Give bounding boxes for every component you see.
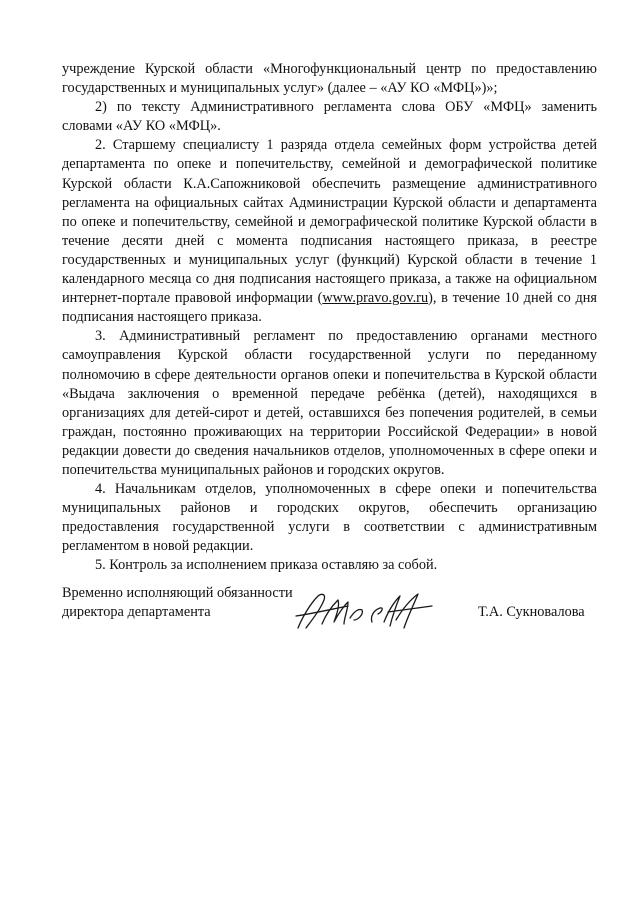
paragraph-1-2: 2) по тексту Административного регламента слова ОБУ «МФЦ» заменить словами «АУ КО «МФЦ». bbox=[62, 99, 597, 135]
paragraph-2-tail: ), в течение 10 дней со дня подписания настоящего приказа. bbox=[62, 290, 597, 326]
signer-position-line-2: директора департамента bbox=[62, 604, 211, 620]
pravo-link[interactable]: www.pravo.gov.ru bbox=[322, 290, 429, 307]
paragraph-5: 5. Контроль за исполнением приказа оставляю за собой. bbox=[95, 557, 438, 574]
signer-name: Т.А. Сукновалова bbox=[478, 604, 585, 620]
handwritten-signature bbox=[292, 588, 442, 636]
paragraph-4: 4. Начальникам отделов, уполномоченных в сфере опеки и попечительства муниципальных районов и городских округов, обеспечить организацию предоставления государственной услуги в соответствии с административным регламентом в новой редакции. bbox=[62, 481, 597, 555]
paragraph-3: 3. Административный регламент по предоставлению органами местного самоуправления Курской области государственной услуги по переданному полномочию в сфере деятельности органов опеки и попечительства в Курской области «Выдача заключения о временной передаче ребёнка (детей), находящихся в организациях для детей-сирот и детей, оставшихся без попечения родителей, в семьи граждан, постоянно проживающих на территории Российской Федерации» в новой редакции довести до сведения начальников отделов, уполномоченных в сфере опеки и попечительства муниципальных районов и городских округов. bbox=[62, 328, 597, 478]
paragraph-2 bbox=[62, 136, 597, 327]
signer-position-line-1: Временно исполняющий обязанности bbox=[62, 585, 293, 601]
paragraph-2-text: 2. Старшему специалисту 1 разряда отдела семейных форм устройства детей департамента по опеке и попечительству, семейной и демографической политике Курской области К.А.Сапожниковой обеспечить размещение административного регламента на официальных сайтах Администрации Курской области и департамента по опеке и попечительству, семейной и демографической политике Курской области в течение десяти дней с момента подписания настоящего приказа, в реестре государственных и муниципальных услуг (функций) Курской области в течение 1 календарного месяца со дня подписания настоящего приказа, а также на официальном интернет-портале правовой информации ( bbox=[62, 137, 597, 307]
document-body bbox=[62, 60, 597, 576]
paragraph-intro: учреждение Курской области «Многофункциональный центр по предоставлению государственных и муниципальных услуг» (далее – «АУ КО «МФЦ»)»; bbox=[62, 61, 597, 97]
